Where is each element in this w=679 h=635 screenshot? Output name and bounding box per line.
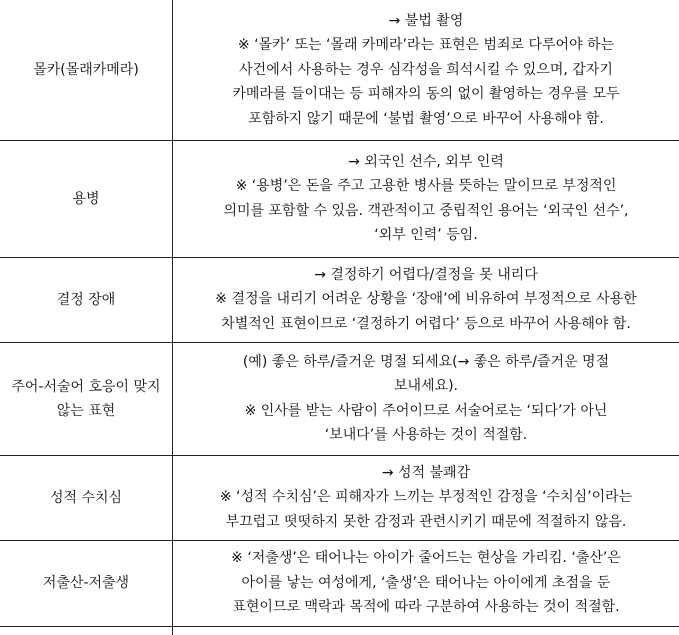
table-row-partial (0, 626, 679, 635)
table-row (0, 257, 679, 342)
description-line: → 외국인 선수, 외부 인력 (179, 150, 673, 175)
term-text: 주어-서술어 호응이 맞지 (0, 375, 172, 399)
term-text: 저출산-저출생 (0, 571, 172, 595)
description-cell (173, 342, 679, 455)
term-cell (0, 0, 173, 140)
term-cell (0, 342, 173, 455)
description-line: 부끄럽고 떳떳하지 못한 감정과 관련시키기 때문에 적절하지 않음. (179, 510, 673, 535)
description-line: ‘보내다’를 사용하는 것이 적절함. (179, 423, 673, 448)
term-text: 몰카(몰래카메라) (0, 58, 172, 82)
description-line: → 불법 촬영 (179, 9, 673, 34)
term-cell (0, 540, 173, 626)
term-text: 성적 수치심 (0, 486, 172, 510)
description-line: ※ ‘성적 수치심’은 피해자가 느끼는 부정적인 감정을 ‘수치심’이라는 (179, 485, 673, 510)
description-line: 포함하지 않기 때문에 ‘불법 촬영’으로 바꾸어 사용해야 함. (179, 107, 673, 132)
description-line: 아이를 낳는 여성에게, ‘출생’은 태어나는 아이에게 초점을 둔 (179, 571, 673, 596)
description-line: 보내세요). (179, 374, 673, 399)
description-cell (173, 626, 679, 635)
description-line: ※ ‘저출생’은 태어나는 아이가 줄어드는 현상을 가리킴. ‘출산’은 (179, 546, 673, 571)
term-cell (0, 257, 173, 342)
description-line: (예) 좋은 하루/즐거운 명절 되세요(→ 좋은 하루/즐거운 명절 (179, 350, 673, 375)
term-text: 결정 장애 (0, 288, 172, 312)
description-line: 의미를 포함할 수 있음. 객관적이고 중립적인 용어는 ‘외국인 선수’, (179, 199, 673, 224)
table-row (0, 455, 679, 540)
description-cell (173, 455, 679, 540)
description-line: → 성적 불쾌감 (179, 461, 673, 486)
description-line: 카메라를 들이대는 등 피해자의 동의 없이 촬영하는 경우를 모두 (179, 82, 673, 107)
description-cell (173, 140, 679, 257)
term-text: 않는 표현 (0, 399, 172, 423)
description-line: ※ 인사를 받는 사람이 주어이므로 서술어로는 ‘되다’가 아닌 (179, 399, 673, 424)
description-line: 차별적인 표현이므로 ‘결정하기 어렵다’ 등으로 바꾸어 사용해야 함. (179, 312, 673, 337)
description-line: ‘외부 인력’ 등임. (179, 223, 673, 248)
term-cell (0, 626, 173, 635)
description-cell (173, 540, 679, 626)
term-cell (0, 140, 173, 257)
table-row (0, 140, 679, 257)
term-cell (0, 455, 173, 540)
description-line: ※ ‘몰카’ 또는 ‘몰래 카메라’라는 표현은 범죄로 다루어야 하는 (179, 33, 673, 58)
description-line: 표현이므로 맥락과 목적에 따라 구분하여 사용하는 것이 적절함. (179, 595, 673, 620)
description-line: ※ 결정을 내리기 어려운 상황을 ‘장애’에 비유하여 부정적으로 사용한 (179, 287, 673, 312)
table-row (0, 342, 679, 455)
description-line: → 결정하기 어렵다/결정을 못 내리다 (179, 263, 673, 288)
description-cell (173, 257, 679, 342)
term-text: 용병 (0, 187, 172, 211)
table-row (0, 0, 679, 140)
description-cell (173, 0, 679, 140)
description-line: ※ ‘용병’은 돈을 주고 고용한 병사를 뜻하는 말이므로 부정적인 (179, 174, 673, 199)
table-row (0, 540, 679, 626)
description-line: 사건에서 사용하는 경우 심각성을 희석시킬 수 있으며, 갑자기 (179, 58, 673, 83)
